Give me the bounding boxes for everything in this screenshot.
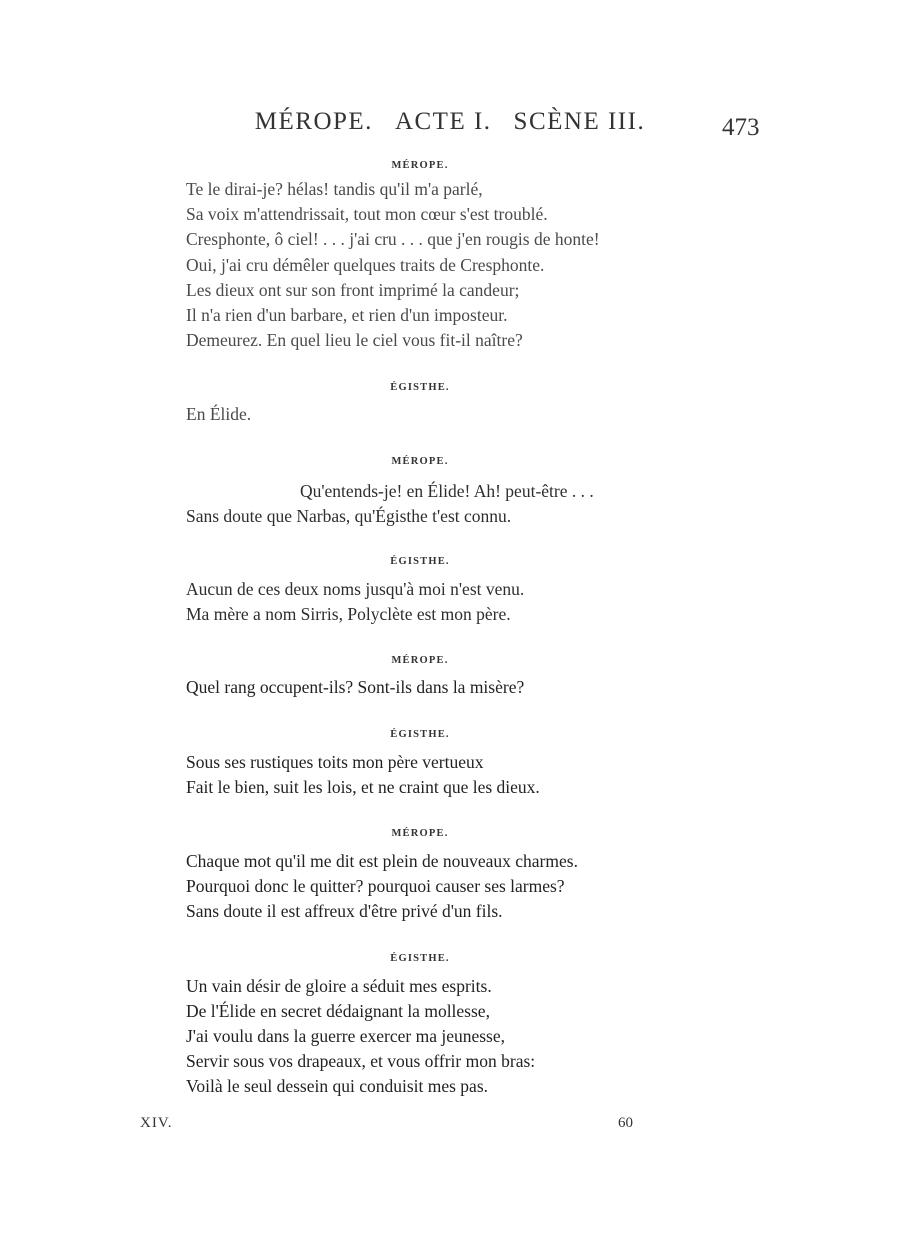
verse-line: Oui, j'ai cru démêler quelques traits de Cresphonte. bbox=[186, 255, 545, 275]
running-head bbox=[0, 108, 900, 136]
verse-line: Demeurez. En quel lieu le ciel vous fit-il naître? bbox=[186, 330, 523, 350]
verse-line: Fait le bien, suit les lois, et ne craint que les dieux. bbox=[186, 777, 540, 797]
speaker-label: MÉROPE. bbox=[391, 456, 449, 467]
verse-line: De l'Élide en secret dédaignant la mollesse, bbox=[186, 1001, 490, 1021]
verse-line: J'ai voulu dans la guerre exercer ma jeunesse, bbox=[186, 1026, 505, 1046]
page-number: 473 bbox=[722, 114, 760, 141]
running-head-act: ACTE I. bbox=[394, 108, 492, 135]
verse-line: Il n'a rien d'un barbare, et rien d'un imposteur. bbox=[186, 305, 508, 325]
verse-line: Qu'entends-je! en Élide! Ah! peut-être . . . bbox=[300, 481, 594, 501]
verse-line: Sa voix m'attendrissait, tout mon cœur s'est troublé. bbox=[186, 204, 548, 224]
verse-line: Pourquoi donc le quitter? pourquoi causer ses larmes? bbox=[186, 876, 565, 896]
verse-line: Aucun de ces deux noms jusqu'à moi n'est venu. bbox=[186, 579, 525, 599]
speaker-label: MÉROPE. bbox=[391, 655, 449, 666]
verse-line: Sous ses rustiques toits mon père vertueux bbox=[186, 752, 484, 772]
verse-line: Un vain désir de gloire a séduit mes esprits. bbox=[186, 976, 492, 996]
verse-line: Sans doute il est affreux d'être privé d'un fils. bbox=[186, 901, 503, 921]
verse-line: Les dieux ont sur son front imprimé la candeur; bbox=[186, 280, 520, 300]
verse-line: Cresphonte, ô ciel! . . . j'ai cru . . . que j'en rougis de honte! bbox=[186, 229, 600, 249]
running-head-title: MÉROPE. bbox=[254, 108, 373, 135]
speaker-label: ÉGISTHE. bbox=[390, 382, 450, 393]
verse-line: Ma mère a nom Sirris, Polyclète est mon père. bbox=[186, 604, 511, 624]
verse-line: Quel rang occupent-ils? Sont-ils dans la misère? bbox=[186, 677, 525, 697]
verse-line: Servir sous vos drapeaux, et vous offrir mon bras: bbox=[186, 1051, 536, 1071]
speaker-label: ÉGISTHE. bbox=[390, 556, 450, 567]
sheet-number: 60 bbox=[618, 1115, 633, 1131]
verse-line: Te le dirai-je? hélas! tandis qu'il m'a parlé, bbox=[186, 179, 483, 199]
verse-line: En Élide. bbox=[186, 404, 252, 424]
speaker-label: ÉGISTHE. bbox=[390, 729, 450, 740]
signature-mark: XIV. bbox=[140, 1115, 173, 1131]
verse-line: Chaque mot qu'il me dit est plein de nouveaux charmes. bbox=[186, 851, 578, 871]
speaker-label: MÉROPE. bbox=[391, 160, 449, 171]
running-head-scene: SCÈNE III. bbox=[513, 108, 646, 135]
verse-line: Sans doute que Narbas, qu'Égisthe t'est connu. bbox=[186, 506, 512, 526]
speaker-label: ÉGISTHE. bbox=[390, 953, 450, 964]
speaker-label: MÉROPE. bbox=[391, 828, 449, 839]
verse-line: Voilà le seul dessein qui conduisit mes pas. bbox=[186, 1076, 489, 1096]
